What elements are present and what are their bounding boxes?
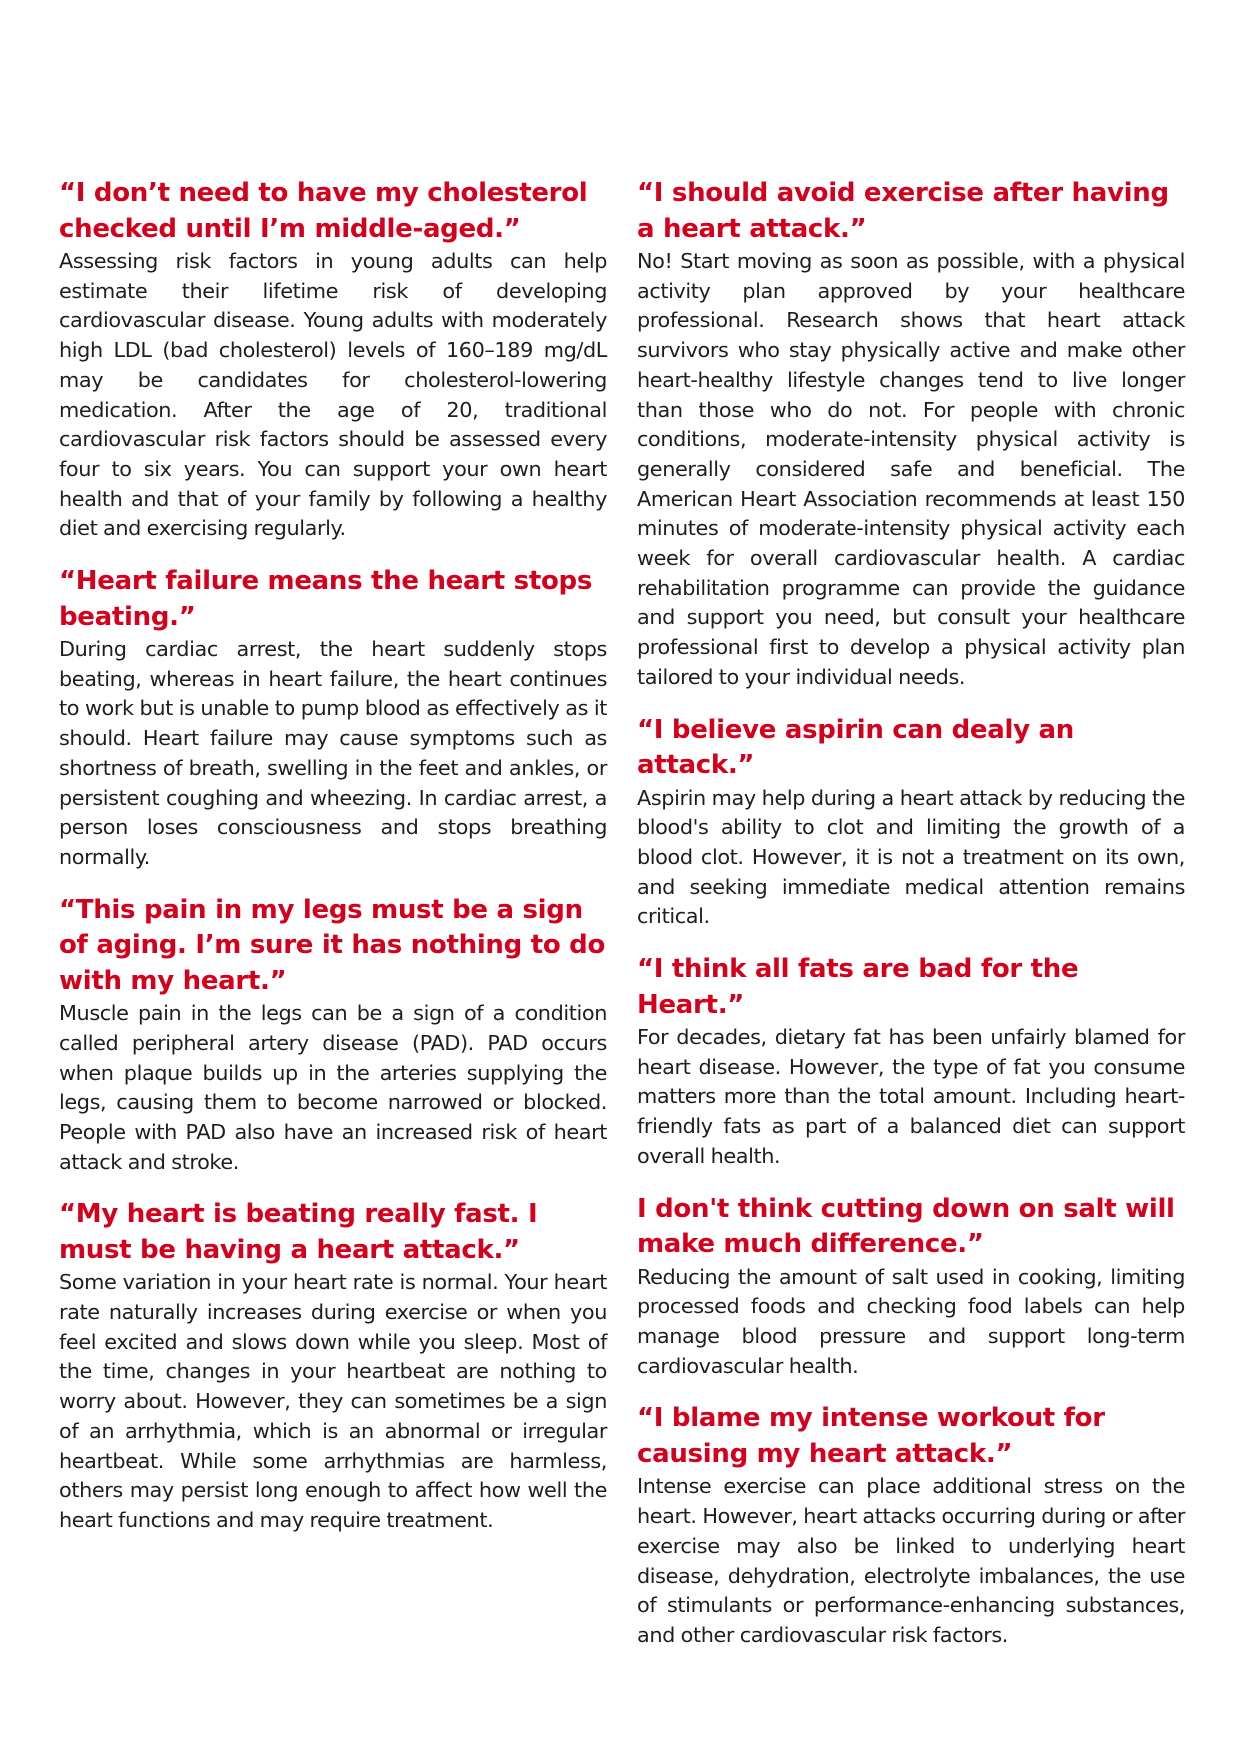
myth-heading: “I blame my intense workout for causing my heart attack.” [637, 1403, 1105, 1469]
myth-leg-pain [59, 893, 607, 1178]
right-column [637, 176, 1185, 1651]
myth-heading: “I believe aspirin can dealy an attack.” [637, 714, 1074, 781]
myth-body: Some variation in your heart rate is normal. Your heart rate naturally increases during exercise or when you feel excited and slows down while you sleep. Most of the time, changes in your heartbeat are nothing to worry about. However, they can sometimes be a sign of an arrhythmia, which is an abnormal or irregular heartbeat. While some arrhythmias are harmless, others may persist long enough to affect how well the heart functions and may require treatment. [59, 1270, 607, 1532]
myth-body: During cardiac arrest, the heart suddenly stops beating, whereas in heart failure, the heart continues to work but is unable to pump blood as effectively as it should. Heart failure may cause symptoms such as shortness of breath, swelling in the feet and ankles, or persistent coughing and wheezing. In cardiac arrest, a person loses consciousness and stops breathing normally. [59, 637, 607, 869]
myth-heart-failure [59, 564, 607, 873]
myth-aspirin [637, 713, 1185, 933]
myth-body: No! Start moving as soon as possible, with a physical activity plan approved by your healthcare professional. Research shows that heart attack survivors who stay physically active and make other heart-healthy lifestyle changes tend to live longer than those who do not. For people with chronic conditions, moderate-intensity physical activity is generally considered safe and beneficial. The American Heart Association recommends at least 150 minutes of moderate-intensity physical activity each week for overall cardiovascular health. A cardiac rehabilitation programme can provide the guidance and support you need, but consult your healthcare professional first to develop a physical activity plan tailored to your individual needs. [637, 249, 1185, 689]
myth-heading: “Heart failure means the heart stops beating.” [59, 566, 593, 632]
myth-fast-heartbeat [59, 1197, 607, 1535]
myth-body: For decades, dietary fat has been unfairly blamed for heart disease. However, the type of fat you consume matters more than the total amount. Including heart-friendly fats as part of a balanced diet can support overall health. [637, 1025, 1185, 1168]
myth-body: Assessing risk factors in young adults can help estimate their lifetime risk of developing cardiovascular disease. Young adults with moderately high LDL (bad cholesterol) levels of 160–189 mg/dL may be candidates for cholesterol-lowering medication. After the age of 20, traditional cardiovascular risk factors should be assessed every four to six years. You can support your own heart health and that of your family by following a healthy diet and exercising regularly. [59, 249, 607, 541]
myth-heading: “I should avoid exercise after having a heart attack.” [637, 178, 1169, 244]
left-column [59, 176, 607, 1536]
myth-heading: “I don’t need to have my cholesterol checked until I’m middle-aged.” [59, 178, 588, 244]
myth-avoid-exercise [637, 176, 1185, 693]
myth-fats [637, 952, 1185, 1172]
myth-body: Aspirin may help during a heart attack by reducing the blood's ability to clot and limiting the growth of a blood clot. However, it is not a treatment on its own, and seeking immediate medical attention remains critical. [637, 785, 1185, 929]
myth-body: Intense exercise can place additional stress on the heart. However, heart attacks occurring during or after exercise may also be linked to underlying heart disease, dehydration, electrolyte imbalances, the use of stimulants or performance-enhancing substances, and other cardiovascular risk factors. [637, 1474, 1186, 1647]
myth-intense-workout [637, 1401, 1185, 1650]
myth-heading: “This pain in my legs must be a sign of aging. I’m sure it has nothing to do with my heart.” [59, 894, 606, 996]
myth-heading: I don't think cutting down on salt will make much difference.” [637, 1193, 1175, 1260]
myth-body: Muscle pain in the legs can be a sign of a condition called peripheral artery disease (PAD). PAD occurs when plaque builds up in the arteries supplying the legs, causing them to become narrowed or blocked. People with PAD also have an increased risk of heart attack and stroke. [59, 1001, 607, 1174]
myth-heading: “I think all fats are bad for the Heart.” [637, 954, 1079, 1020]
myth-heading: “My heart is beating really fast. I must be having a heart attack.” [59, 1199, 538, 1265]
myth-body: Reducing the amount of salt used in cooking, limiting processed foods and checking food labels can help manage blood pressure and support long-term cardiovascular health. [637, 1264, 1185, 1378]
myth-cholesterol [59, 176, 607, 544]
myth-salt [637, 1192, 1185, 1382]
